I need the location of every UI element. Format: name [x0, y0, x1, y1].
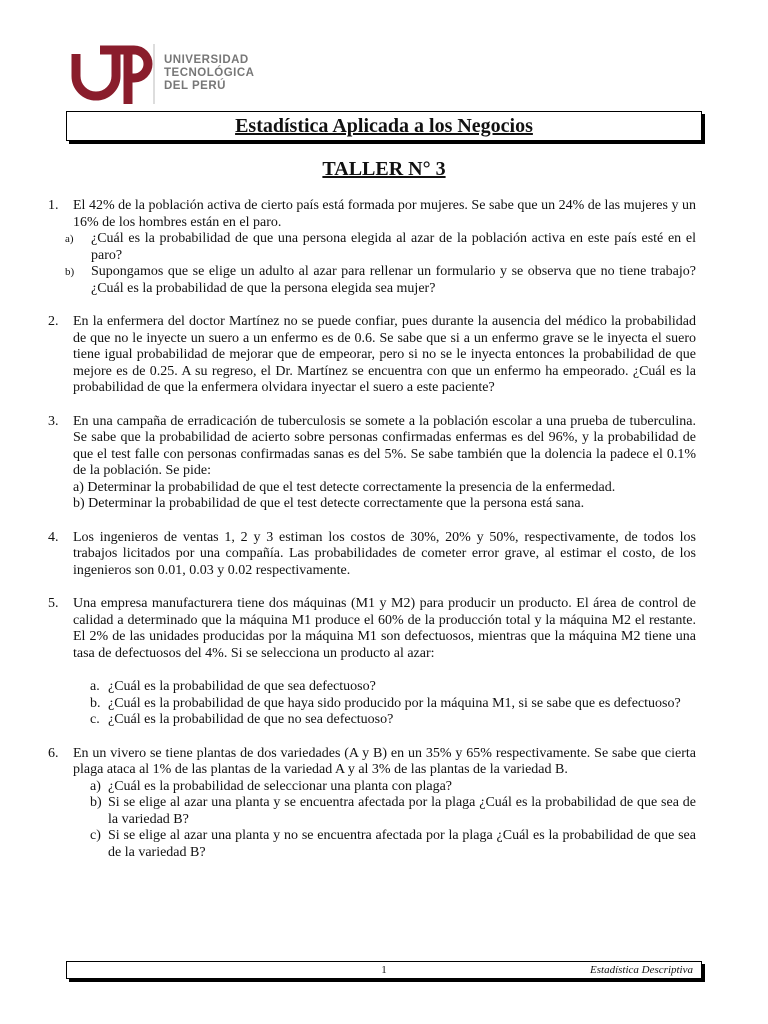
page-number: 1	[381, 964, 387, 976]
question-6	[48, 746, 696, 862]
question-text: El 42% de la población activa de cierto país está formada por mujeres. Se sabe que un 24% de las mujeres y un 16% de los hombres están en el paro.	[73, 198, 696, 230]
worksheet-title: TALLER N° 3	[322, 158, 446, 180]
page-footer	[66, 961, 702, 979]
sub-question: a. ¿Cuál es la probabilidad de que sea defectuoso?	[90, 679, 376, 694]
sub-question: a) Determinar la probabilidad de que el test detecte correctamente la presencia de la enfermedad.	[73, 479, 616, 495]
question-text: En un vivero se tiene plantas de dos variedades (A y B) en un 35% y 65% respectivamente. Se sabe que cierta plaga ataca al 1% de las plantas de la variedad A y al 3% de las plantas de la variedad B.	[73, 745, 696, 777]
question-4	[48, 530, 696, 580]
sub-question: b. ¿Cuál es la probabilidad de que haya sido producido por la máquina M1, si se sabe que es defectuoso?	[90, 695, 681, 711]
question-number: 6.	[48, 745, 59, 761]
question-number: 5.	[48, 596, 59, 611]
question-2	[48, 314, 696, 397]
question-text: Una empresa manufacturera tiene dos máquinas (M1 y M2) para producir un producto. El área de control de calidad a determinado que la máquina M1 produce el 60% de la producción total y la máquina M2 el restante. El 2% de las unidades producidas por la máquina M1 son defectuosos, mientras que la máquina M2 tiene una tasa de defectuosos del 4%. Si se selecciona un producto al azar:	[73, 596, 696, 661]
question-number: 4.	[48, 529, 59, 545]
question-1	[48, 198, 696, 297]
questions	[48, 198, 696, 878]
question-3	[48, 414, 696, 513]
sub-question: b) Determinar la probabilidad de que el test detecte correctamente que la persona está sana.	[73, 496, 585, 511]
question-number: 3.	[48, 413, 59, 429]
sub-question: b) Supongamos que se elige un adulto al azar para rellenar un formulario y se observa que no tiene trabajo? ¿Cuál es la probabilidad de que la persona elegida sea mujer?	[65, 264, 696, 296]
sub-question: b) Si se elige al azar una planta y se encuentra afectada por la plaga ¿Cuál es la probabilidad de que sea de la variedad B?	[90, 795, 696, 827]
sub-question: a) ¿Cuál es la probabilidad de seleccionar una planta con plaga?	[90, 778, 453, 794]
question-number: 1.	[48, 198, 59, 213]
question-text: En una campaña de erradicación de tuberculosis se somete a la población escolar a una prueba de tuberculina. Se sabe que la probabilidad de acierto sobre personas confirmadas enfermas es del 96%, y la probabilidad de que el test falle con personas confirmadas sanas es del 5%. Se sabe también que la dolencia la padece el 0.1% de la población. Se pide:	[73, 413, 696, 478]
question-5	[48, 596, 696, 729]
question-text: En la enfermera del doctor Martínez no se puede confiar, pues durante la ausencia del médico la probabilidad de que no le inyecte un suero a un enfermo es de 0.6. Se sabe que si a un enfermo grave se le inyecta el suero tiene igual probabilidad de mejorar que de empeorar, pero si no se le inyecta entonces la probabilidad de que mejore es de 0.25. A su regreso, el Dr. Martínez se encuentra con que un enfermo ha empeorado. ¿Cuál es la probabilidad de que la enfermera olvidara inyectar el suero a este paciente?	[73, 314, 696, 395]
question-number: 2.	[48, 314, 59, 329]
course-title: Estadística Aplicada a los Negocios	[66, 111, 702, 141]
sub-question: c) Si se elige al azar una planta y no se encuentra afectada por la plaga ¿Cuál es la probabilidad de que sea de la variedad B?	[90, 828, 696, 860]
university-name: UNIVERSIDAD TECNOLÓGICA DEL PERÚ	[164, 54, 255, 92]
footer-text: Estadística Descriptiva	[590, 964, 693, 976]
sub-question: a) ¿Cuál es la probabilidad de que una persona elegida al azar de la población activa en este país esté en el paro?	[65, 231, 696, 263]
question-text: Los ingenieros de ventas 1, 2 y 3 estiman los costos de 30%, 20% y 50%, respectivamente, de todos los trabajos licitados por una compañía. Las probabilidades de cometer error grave, al estimar el costo, de los ingenieros son 0.01, 0.03 y 0.02 respectivamente.	[73, 529, 696, 578]
sub-question: c. ¿Cuál es la probabilidad de que no sea defectuoso?	[90, 712, 394, 727]
